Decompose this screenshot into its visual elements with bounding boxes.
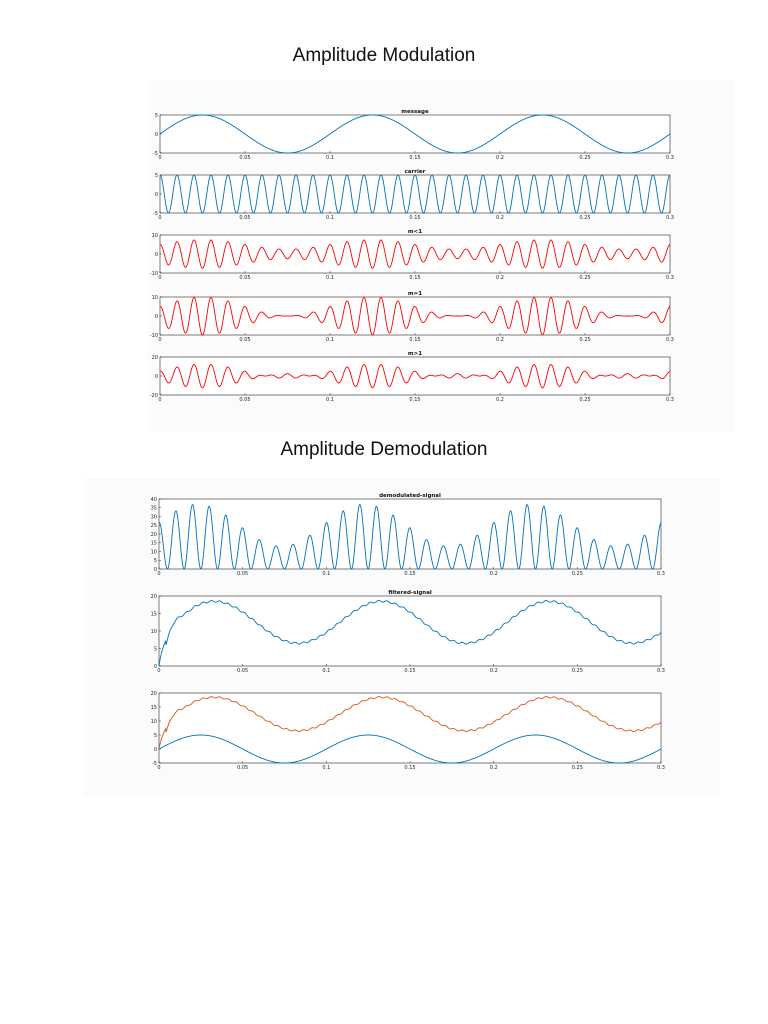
y-tick-label: 0	[154, 191, 158, 198]
x-tick-label: 0.05	[239, 215, 251, 221]
x-tick-label: 0.15	[409, 215, 421, 221]
axes-6	[151, 493, 665, 577]
am-heading: Amplitude Modulation	[292, 45, 476, 66]
x-tick-label: 0.25	[579, 215, 591, 221]
axes-frame	[160, 357, 670, 395]
x-tick-label: 0	[158, 397, 162, 403]
y-tick-label: 20	[151, 354, 158, 361]
plot-title: m<1	[407, 229, 423, 235]
x-tick-label: 0.1	[322, 668, 331, 674]
x-tick-label: 0.25	[579, 275, 591, 281]
x-tick-label: 0.25	[579, 337, 591, 343]
y-tick-label: 20	[150, 593, 157, 600]
y-tick-label: 40	[150, 496, 157, 503]
x-tick-label: 0.2	[496, 337, 504, 343]
am-plots	[148, 80, 733, 432]
y-tick-label: 30	[150, 514, 157, 521]
y-tick-label: 5	[153, 558, 157, 565]
y-tick-label: 15	[150, 704, 157, 711]
x-tick-label: 0.15	[409, 337, 421, 343]
axes-4	[150, 291, 674, 343]
axes-frame	[160, 235, 670, 273]
y-tick-label: 5	[154, 172, 158, 179]
y-tick-label: 35	[150, 505, 157, 512]
y-tick-label: 0	[154, 131, 158, 138]
y-tick-label: 0	[154, 251, 158, 258]
demod-plots	[84, 478, 720, 796]
x-tick-label: 0.3	[657, 765, 665, 771]
x-tick-label: 0.15	[404, 571, 416, 577]
axes-frame	[159, 693, 661, 763]
axes-1	[153, 109, 674, 161]
y-tick-label: -20	[149, 392, 158, 399]
x-tick-label: 0.1	[326, 275, 334, 281]
x-tick-label: 0.25	[571, 765, 583, 771]
x-tick-label: 0	[157, 765, 161, 771]
x-tick-label: 0.15	[404, 765, 416, 771]
x-tick-label: 0	[158, 215, 162, 221]
x-tick-label: 0.05	[239, 155, 251, 161]
y-tick-label: 10	[150, 549, 157, 556]
x-tick-label: 0.15	[404, 668, 416, 674]
am-figure	[148, 80, 733, 432]
y-tick-label: -5	[153, 150, 158, 157]
axes-2	[153, 169, 674, 221]
x-tick-label: 0.15	[409, 397, 421, 403]
y-tick-label: 5	[153, 646, 157, 653]
x-tick-label: 0.3	[666, 397, 674, 403]
x-tick-label: 0.3	[657, 571, 665, 577]
y-tick-label: -5	[153, 210, 158, 217]
plot-title: m=1	[407, 291, 423, 297]
y-tick-label: 0	[153, 746, 157, 753]
y-tick-label: 5	[153, 732, 157, 739]
y-tick-label: 15	[150, 611, 157, 618]
x-tick-label: 0.2	[489, 571, 498, 577]
plot-title: filtered-signal	[388, 590, 432, 596]
x-tick-label: 0.1	[322, 765, 331, 771]
y-tick-label: 20	[150, 531, 157, 538]
x-tick-label: 0.2	[496, 397, 504, 403]
x-tick-label: 0.1	[326, 397, 334, 403]
axes-frame	[159, 499, 661, 569]
x-tick-label: 0.3	[666, 155, 674, 161]
axes-frame	[160, 297, 670, 335]
x-tick-label: 0	[157, 571, 161, 577]
x-tick-label: 0.1	[322, 571, 331, 577]
demod-figure	[84, 478, 720, 796]
x-tick-label: 0	[158, 275, 162, 281]
y-tick-label: -10	[149, 332, 158, 339]
x-tick-label: 0.2	[496, 155, 504, 161]
plot-title: message	[401, 109, 429, 115]
x-tick-label: 0	[157, 668, 161, 674]
demod-heading: Amplitude Demodulation	[280, 439, 488, 460]
x-tick-label: 0.2	[496, 215, 504, 221]
x-tick-label: 0.3	[657, 668, 665, 674]
y-tick-label: 0	[153, 566, 157, 573]
x-tick-label: 0	[158, 337, 162, 343]
x-tick-label: 0.15	[409, 275, 421, 281]
y-tick-label: 10	[150, 718, 157, 725]
x-tick-label: 0.25	[579, 397, 591, 403]
x-tick-label: 0.3	[666, 275, 674, 281]
x-tick-label: 0.25	[571, 571, 583, 577]
x-tick-label: 0.2	[489, 668, 498, 674]
plot-title: carrier	[404, 169, 426, 175]
x-tick-label: 0.05	[237, 668, 249, 674]
x-tick-label: 0.1	[326, 155, 334, 161]
y-tick-label: -5	[152, 760, 157, 767]
y-tick-label: 5	[154, 112, 158, 119]
plot-title: m>1	[407, 351, 423, 357]
y-tick-label: 20	[150, 690, 157, 697]
x-tick-label: 0.3	[666, 337, 674, 343]
axes-7	[151, 590, 665, 674]
x-tick-label: 0.1	[326, 337, 334, 343]
axes-8	[151, 691, 665, 771]
x-tick-label: 0.05	[237, 765, 249, 771]
x-tick-label: 0.05	[239, 337, 251, 343]
y-tick-label: 10	[151, 294, 158, 301]
y-tick-label: 0	[154, 313, 158, 320]
x-tick-label: 0.25	[579, 155, 591, 161]
y-tick-label: 0	[154, 373, 158, 380]
x-tick-label: 0.3	[666, 215, 674, 221]
x-tick-label: 0.05	[239, 275, 251, 281]
y-tick-label: 10	[150, 628, 157, 635]
y-tick-label: -10	[149, 270, 158, 277]
y-tick-label: 0	[153, 663, 157, 670]
x-tick-label: 0.2	[496, 275, 504, 281]
y-tick-label: 10	[151, 232, 158, 239]
y-tick-label: 25	[150, 523, 157, 530]
axes-3	[150, 229, 674, 281]
x-tick-label: 0.25	[571, 668, 583, 674]
plot-title: demodulated-signal	[379, 493, 441, 499]
x-tick-label: 0	[158, 155, 162, 161]
x-tick-label: 0.1	[326, 215, 334, 221]
axes-frame	[160, 175, 670, 213]
y-tick-label: 15	[150, 540, 157, 547]
x-tick-label: 0.2	[489, 765, 498, 771]
x-tick-label: 0.05	[237, 571, 249, 577]
axes-5	[150, 351, 674, 403]
x-tick-label: 0.05	[239, 397, 251, 403]
x-tick-label: 0.15	[409, 155, 421, 161]
